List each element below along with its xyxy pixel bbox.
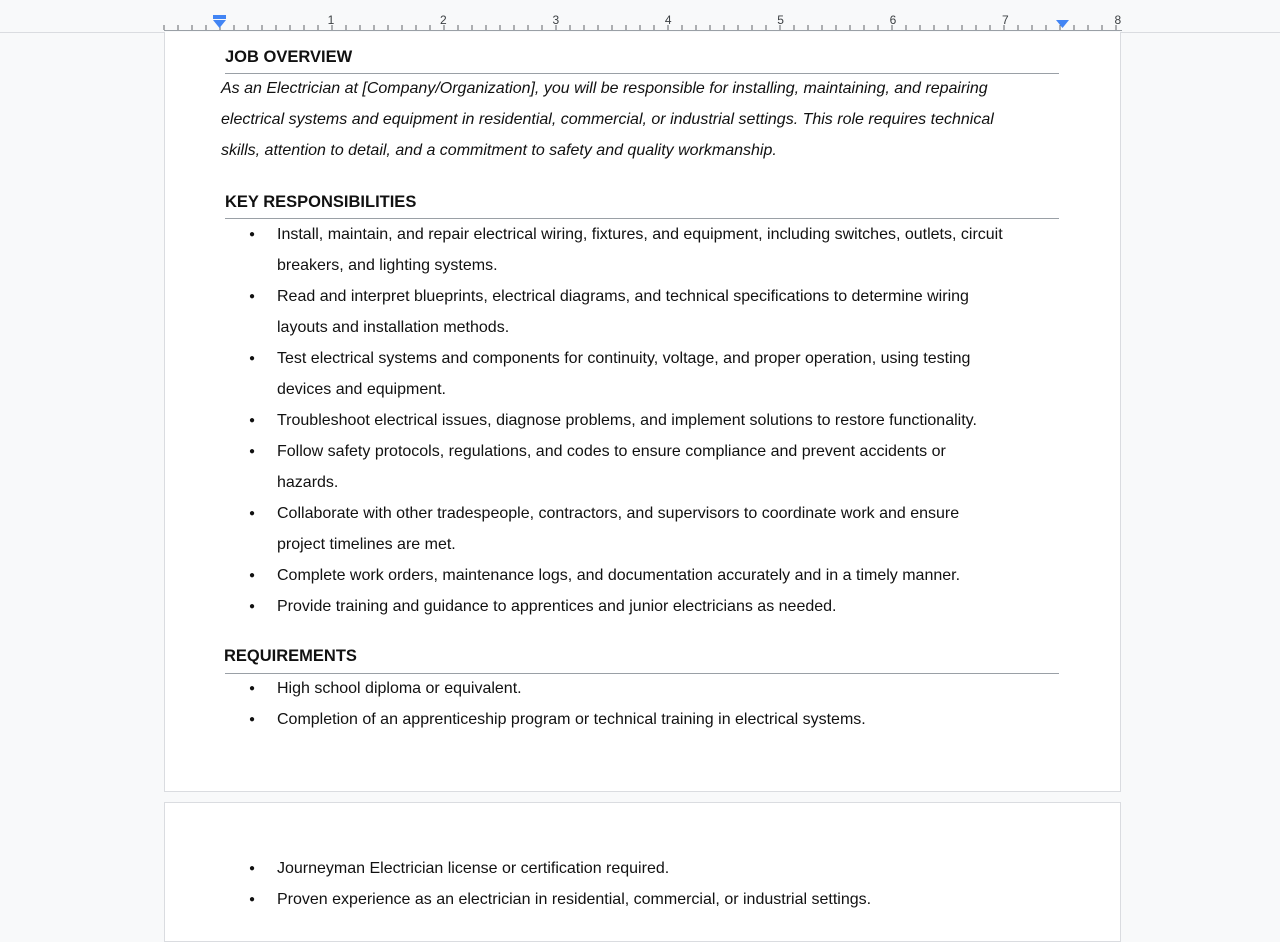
bullet-icon: ● (249, 601, 256, 612)
ruler-label: 6 (889, 13, 897, 27)
text-line: skills, attention to detail, and a commitment to safety and quality workmanship. (221, 142, 777, 159)
bullet-icon: ● (249, 863, 256, 874)
document-page-1[interactable] (164, 32, 1121, 792)
ruler-label: 2 (440, 13, 447, 27)
section-heading-job-overview: JOB OVERVIEW (225, 48, 353, 66)
text-line: hazards. (277, 474, 339, 491)
text-line: layouts and installation methods. (277, 319, 510, 336)
ruler-label: 4 (664, 13, 672, 27)
ruler-label: 1 (327, 13, 335, 27)
text-line: devices and equipment. (277, 381, 446, 398)
heading-rule (225, 218, 1059, 219)
text-line: breakers, and lighting systems. (277, 257, 498, 274)
ruler-ticks (0, 0, 1280, 32)
heading-rule (225, 73, 1059, 74)
text-line: Collaborate with other tradespeople, contractors, and supervisors to coordinate work and ensure (277, 505, 960, 522)
text-line: High school diploma or equivalent. (277, 680, 522, 697)
text-line: project timelines are met. (277, 536, 456, 553)
section-heading-requirements: REQUIREMENTS (224, 647, 357, 665)
ruler-label: 5 (777, 13, 784, 27)
bullet-icon: ● (249, 683, 256, 694)
document-page-2[interactable] (164, 802, 1121, 942)
ruler-label: 3 (552, 13, 560, 27)
section-heading-key-responsibilities: KEY RESPONSIBILITIES (225, 193, 417, 211)
text-line: Troubleshoot electrical issues, diagnose problems, and implement solutions to restore functionality. (277, 412, 977, 429)
text-line: Read and interpret blueprints, electrical diagrams, and technical specifications to determine wiring (277, 288, 969, 305)
bullet-icon: ● (249, 714, 256, 725)
text-line: Test electrical systems and components for continuity, voltage, and proper operation, using testing (277, 350, 971, 367)
text-line: Provide training and guidance to apprentices and junior electricians as needed. (277, 598, 837, 615)
ruler-label: 7 (1002, 13, 1009, 27)
text-line: electrical systems and equipment in residential, commercial, or industrial settings. This role requires technical (221, 111, 994, 128)
text-line: Follow safety protocols, regulations, and codes to ensure compliance and prevent accidents or (277, 443, 946, 460)
bullet-icon: ● (249, 229, 256, 240)
text-line: Completion of an apprenticeship program or technical training in electrical systems. (277, 711, 866, 728)
left-indent-marker[interactable] (213, 20, 226, 28)
right-indent-marker[interactable] (1056, 20, 1069, 28)
first-line-indent-marker[interactable] (213, 15, 226, 19)
ruler-label: 8 (1114, 13, 1122, 27)
bullet-icon: ● (249, 291, 256, 302)
bullet-icon: ● (249, 508, 256, 519)
bullet-icon: ● (249, 353, 256, 364)
text-line: Install, maintain, and repair electrical wiring, fixtures, and equipment, including switches, outlets, circuit (277, 226, 1003, 243)
heading-rule (225, 673, 1059, 674)
text-line: Proven experience as an electrician in residential, commercial, or industrial settings. (277, 891, 872, 908)
bullet-icon: ● (249, 415, 256, 426)
horizontal-ruler[interactable] (0, 0, 1280, 33)
bullet-icon: ● (249, 570, 256, 581)
text-line: As an Electrician at [Company/Organization], you will be responsible for installing, maintaining, and repairing (221, 80, 988, 97)
text-line: Complete work orders, maintenance logs, and documentation accurately and in a timely manner. (277, 567, 961, 584)
bullet-icon: ● (249, 446, 256, 457)
text-line: Journeyman Electrician license or certification required. (277, 860, 670, 877)
bullet-icon: ● (249, 894, 256, 905)
